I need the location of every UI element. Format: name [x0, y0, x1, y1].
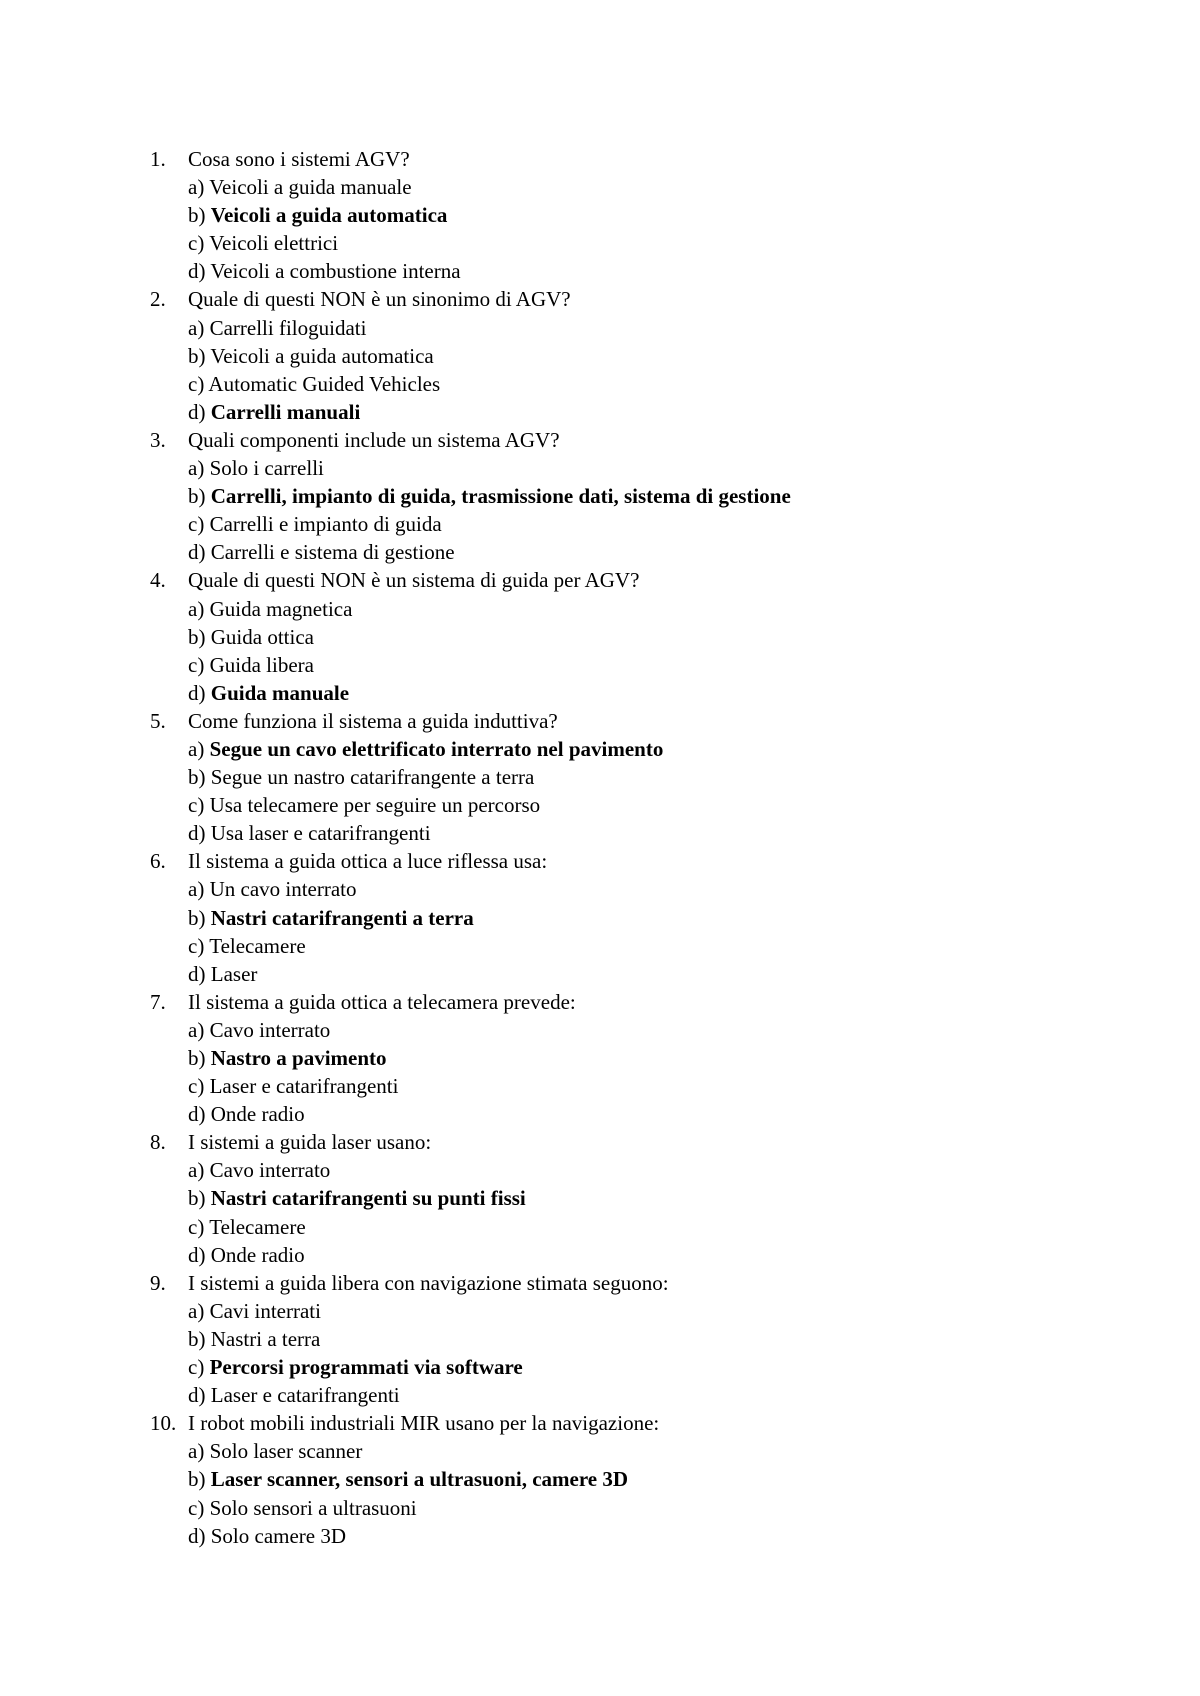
option-letter: d)	[188, 821, 206, 846]
question-line	[150, 145, 791, 173]
option-letter: d)	[188, 1102, 206, 1127]
option-letter: c)	[188, 933, 205, 958]
answer-option	[150, 651, 791, 679]
option-letter: a)	[188, 315, 205, 340]
answer-option	[150, 229, 791, 257]
option-letter: a)	[188, 596, 205, 621]
correct-option-text: Carrelli manuali	[210, 399, 361, 424]
correct-option-text: Nastri catarifrangenti su punti fissi	[210, 1186, 526, 1211]
option-text: Guida libera	[209, 652, 314, 677]
question-item	[150, 707, 791, 847]
option-text: Veicoli a guida manuale	[209, 175, 412, 200]
option-letter: c)	[188, 1074, 205, 1099]
question-text: Cosa sono i sistemi AGV?	[188, 147, 410, 171]
question-item	[150, 426, 791, 566]
question-line	[150, 285, 791, 313]
question-text: I robot mobili industriali MIR usano per la navigazione:	[188, 1411, 660, 1436]
option-letter: b)	[188, 1326, 206, 1351]
option-letter: b)	[188, 1467, 206, 1492]
option-letter: b)	[188, 624, 206, 649]
option-letter: b)	[188, 1046, 206, 1070]
answer-option	[150, 932, 791, 960]
question-list	[150, 145, 791, 1550]
question-text: Come funziona il sistema a guida induttiva?	[188, 708, 558, 733]
option-letter: c)	[188, 1495, 205, 1520]
question-number: 3.	[150, 427, 166, 452]
answer-option	[150, 904, 791, 932]
correct-option-text: Laser scanner, sensori a ultrasuoni, camere 3D	[210, 1467, 629, 1492]
question-number: 8.	[150, 1130, 166, 1155]
question-line	[150, 988, 791, 1016]
question-number: 6.	[150, 849, 166, 874]
option-text: Veicoli elettrici	[209, 231, 339, 256]
answer-option	[150, 482, 791, 510]
option-letter: d)	[188, 259, 206, 284]
question-number: 1.	[150, 147, 166, 171]
question-item	[150, 1128, 791, 1268]
question-text: Il sistema a guida ottica a luce riflessa usa:	[188, 849, 548, 874]
answer-option	[150, 623, 791, 651]
option-text: Carrelli filoguidati	[209, 315, 367, 340]
question-line	[150, 426, 791, 454]
option-text: Onde radio	[210, 1102, 305, 1127]
correct-option-text: Nastro a pavimento	[210, 1046, 387, 1070]
answer-option	[150, 1213, 791, 1241]
question-item	[150, 566, 791, 706]
option-text: Solo i carrelli	[209, 456, 324, 481]
answer-option	[150, 1297, 791, 1325]
answer-option	[150, 791, 791, 819]
option-letter: c)	[188, 371, 205, 396]
option-text: Automatic Guided Vehicles	[208, 371, 441, 396]
option-letter: d)	[188, 399, 206, 424]
question-text: I sistemi a guida laser usano:	[188, 1130, 432, 1155]
answer-option	[150, 454, 791, 482]
option-letter: d)	[188, 1242, 206, 1267]
question-item	[150, 1409, 791, 1549]
answer-option	[150, 1072, 791, 1100]
answer-option	[150, 538, 791, 566]
answer-option	[150, 201, 791, 229]
question-item	[150, 285, 791, 425]
question-number: 7.	[150, 989, 166, 1014]
answer-option	[150, 763, 791, 791]
question-line	[150, 1128, 791, 1156]
option-text: Guida magnetica	[209, 596, 353, 621]
correct-option-text: Veicoli a guida automatica	[210, 203, 448, 228]
question-text: Il sistema a guida ottica a telecamera prevede:	[188, 989, 576, 1014]
correct-option-text: Segue un cavo elettrificato interrato nel pavimento	[209, 736, 664, 761]
question-line	[150, 1409, 791, 1437]
option-letter: a)	[188, 1017, 205, 1042]
answer-option	[150, 1494, 791, 1522]
answer-option	[150, 679, 791, 707]
answer-option	[150, 1184, 791, 1212]
option-text: Usa laser e catarifrangenti	[210, 821, 431, 846]
option-letter: b)	[188, 765, 206, 790]
question-item	[150, 988, 791, 1128]
question-text: Quale di questi NON è un sinonimo di AGV?	[188, 287, 571, 312]
answer-option	[150, 875, 791, 903]
question-number: 9.	[150, 1270, 166, 1295]
option-letter: a)	[188, 1439, 205, 1464]
option-text: Veicoli a combustione interna	[210, 259, 461, 284]
answer-option	[150, 735, 791, 763]
option-text: Laser e catarifrangenti	[209, 1074, 399, 1099]
option-letter: c)	[188, 1214, 205, 1239]
answer-option	[150, 1241, 791, 1269]
answer-option	[150, 510, 791, 538]
option-text: Solo laser scanner	[209, 1439, 363, 1464]
question-number: 4.	[150, 568, 166, 593]
option-letter: a)	[188, 175, 205, 200]
option-text: Laser	[210, 961, 258, 986]
question-number: 5.	[150, 708, 166, 733]
correct-option-text: Guida manuale	[210, 680, 350, 705]
option-letter: b)	[188, 343, 206, 368]
option-letter: d)	[188, 680, 206, 705]
correct-option-text: Nastri catarifrangenti a terra	[210, 905, 474, 930]
question-number: 10.	[150, 1411, 177, 1436]
option-letter: d)	[188, 1383, 206, 1408]
option-letter: d)	[188, 961, 206, 986]
option-letter: a)	[188, 1158, 205, 1183]
option-text: Guida ottica	[210, 624, 314, 649]
answer-option	[150, 1522, 791, 1550]
option-letter: c)	[188, 652, 205, 677]
answer-option	[150, 257, 791, 285]
correct-option-text: Carrelli, impianto di guida, trasmissione dati, sistema di gestione	[210, 484, 791, 509]
answer-option	[150, 1437, 791, 1465]
question-text: I sistemi a guida libera con navigazione stimata seguono:	[188, 1270, 669, 1295]
option-letter: c)	[188, 1355, 205, 1380]
answer-option	[150, 1100, 791, 1128]
correct-option-text: Percorsi programmati via software	[209, 1355, 523, 1380]
option-text: Veicoli a guida automatica	[210, 343, 434, 368]
option-letter: d)	[188, 1523, 206, 1548]
answer-option	[150, 595, 791, 623]
option-letter: a)	[188, 1298, 205, 1323]
answer-option	[150, 1325, 791, 1353]
option-text: Telecamere	[209, 933, 306, 958]
answer-option	[150, 314, 791, 342]
option-text: Telecamere	[209, 1214, 306, 1239]
option-text: Carrelli e sistema di gestione	[210, 540, 455, 565]
question-line	[150, 1269, 791, 1297]
answer-option	[150, 1381, 791, 1409]
option-letter: b)	[188, 905, 206, 930]
answer-option	[150, 398, 791, 426]
answer-option	[150, 1044, 791, 1072]
question-number: 2.	[150, 287, 166, 312]
question-item	[150, 847, 791, 987]
answer-option	[150, 173, 791, 201]
option-letter: a)	[188, 877, 205, 902]
question-item	[150, 1269, 791, 1409]
option-text: Onde radio	[210, 1242, 305, 1267]
answer-option	[150, 960, 791, 988]
answer-option	[150, 1016, 791, 1044]
option-letter: c)	[188, 512, 205, 537]
option-letter: a)	[188, 736, 205, 761]
question-line	[150, 707, 791, 735]
question-item	[150, 145, 791, 285]
option-letter: c)	[188, 231, 205, 256]
answer-option	[150, 819, 791, 847]
option-text: Laser e catarifrangenti	[210, 1383, 400, 1408]
option-letter: b)	[188, 203, 206, 228]
option-letter: c)	[188, 793, 205, 818]
option-text: Solo camere 3D	[210, 1523, 347, 1548]
option-text: Solo sensori a ultrasuoni	[209, 1495, 417, 1520]
option-letter: b)	[188, 484, 206, 509]
option-text: Segue un nastro catarifrangente a terra	[210, 765, 535, 790]
question-line	[150, 566, 791, 594]
option-text: Cavi interrati	[209, 1298, 321, 1323]
answer-option	[150, 1156, 791, 1184]
option-text: Nastri a terra	[210, 1326, 321, 1351]
option-text: Carrelli e impianto di guida	[209, 512, 442, 537]
question-text: Quali componenti include un sistema AGV?	[188, 427, 560, 452]
option-letter: b)	[188, 1186, 206, 1211]
answer-option	[150, 370, 791, 398]
option-letter: a)	[188, 456, 205, 481]
option-text: Un cavo interrato	[209, 877, 357, 902]
option-letter: d)	[188, 540, 206, 565]
answer-option	[150, 1353, 791, 1381]
option-text: Cavo interrato	[209, 1017, 331, 1042]
option-text: Cavo interrato	[209, 1158, 331, 1183]
answer-option	[150, 342, 791, 370]
question-line	[150, 847, 791, 875]
option-text: Usa telecamere per seguire un percorso	[209, 793, 541, 818]
question-text: Quale di questi NON è un sistema di guida per AGV?	[188, 568, 640, 593]
answer-option	[150, 1465, 791, 1493]
